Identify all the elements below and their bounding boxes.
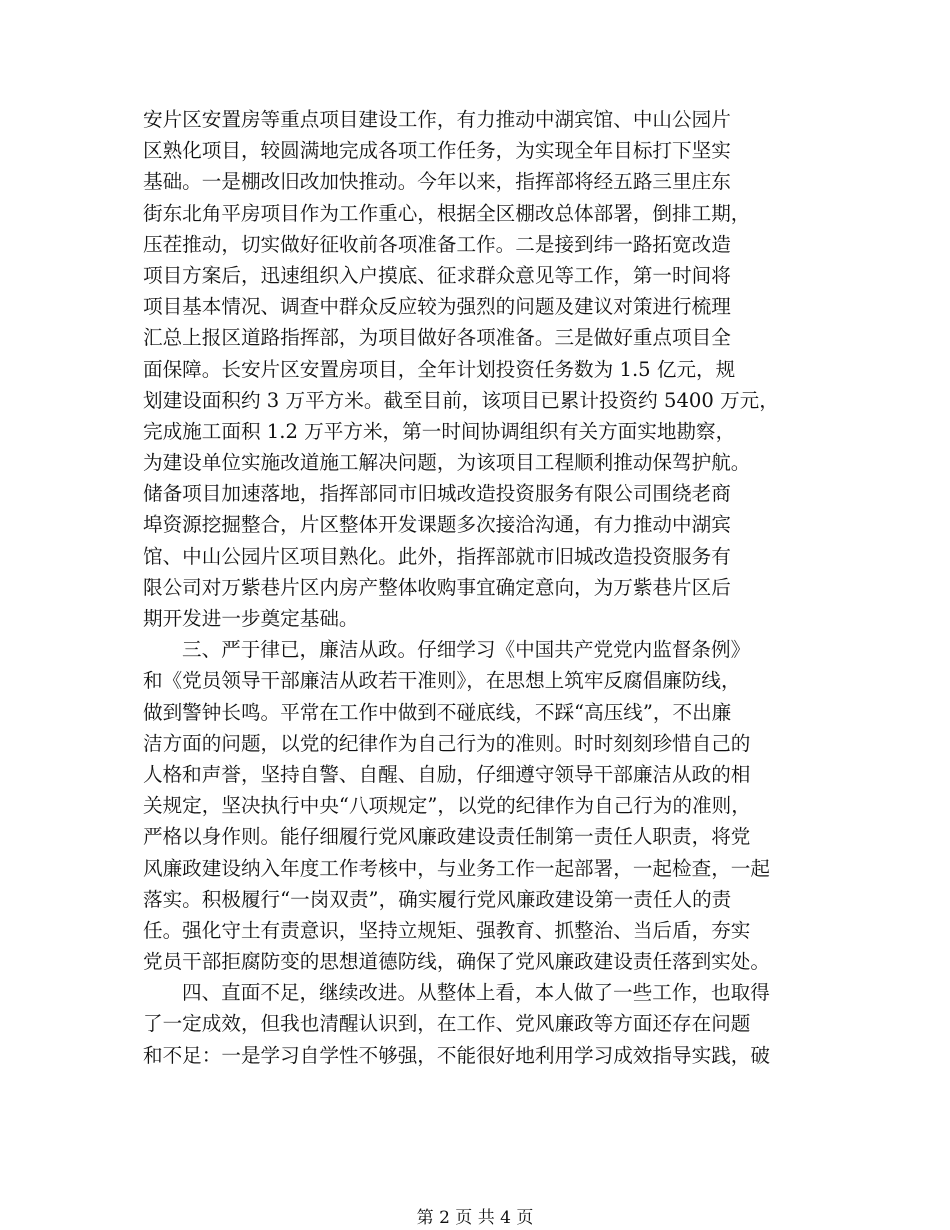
body-line: 和《党员领导干部廉洁从政若干准则》，在思想上筑牢反腐倡廉防线， [143,669,741,693]
body-line: 党员干部拒腐防变的思想道德防线，确保了党风廉政建设责任落到实处。 [143,950,770,974]
page-number-footer: 第 2 页 共 4 页 [416,1208,534,1228]
document-body [143,104,813,1071]
body-line: 严格以身作则。能仔细履行党风廉政建设责任制第一责任人职责，将党 [143,825,751,849]
body-line: 街东北角平房项目作为工作重心，根据全区棚改总体部署，倒排工期， [143,201,751,225]
body-line: 和不足：一是学习自学性不够强，不能很好地利用学习成效指导实践，破 [143,1043,770,1067]
body-line: 了一定成效，但我也清醒认识到，在工作、党风廉政等方面还存在问题 [143,1012,751,1036]
body-line: 期开发进一步奠定基础。 [143,607,359,630]
body-line: 关规定，坚决执行中央“八项规定”，以党的纪律作为自己行为的准则， [143,794,751,818]
body-line: 做到警钟长鸣。平常在工作中做到不碰底线，不踩“高压线”，不出廉 [143,700,732,724]
body-line: 压茬推动，切实做好征收前各项准备工作。二是接到纬一路拓宽改造 [143,232,731,256]
body-line: 为建设单位实施改道施工解决问题，为该项目工程顺利推动保驾护航。 [143,451,751,475]
body-line: 区熟化项目，较圆满地完成各项工作任务，为实现全年目标打下坚实 [143,139,731,163]
body-line: 面保障。长安片区安置房项目，全年计划投资任务数为 1.5 亿元，规 [143,357,736,381]
body-line: 项目方案后，迅速组织入户摸底、征求群众意见等工作，第一时间将 [143,263,731,287]
body-line: 埠资源挖掘整合，片区整体开发课题多次接洽沟通，有力推动中湖宾 [143,513,731,537]
body-line: 安片区安置房等重点项目建设工作，有力推动中湖宾馆、中山公园片 [143,108,731,131]
body-line: 限公司对万紫巷片区内房产整体收购事宜确定意向，为万紫巷片区后 [143,575,731,599]
body-line: 项目基本情况、调查中群众反应较为强烈的问题及建议对策进行梳理 [143,295,731,319]
body-line: 汇总上报区道路指挥部，为项目做好各项准备。三是做好重点项目全 [143,326,731,350]
section-four-heading-line: 四、直面不足，继续改进。从整体上看，本人做了一些工作，也取得 [182,981,770,1005]
body-line: 人格和声誉，坚持自警、自醒、自励，仔细遵守领导干部廉洁从政的相 [143,762,751,786]
body-line: 完成施工面积 1.2 万平方米，第一时间协调组织有关方面实地勘察， [143,419,736,443]
body-line: 馆、中山公园片区项目熟化。此外，指挥部就市旧城改造投资服务有 [143,544,731,568]
body-line: 任。强化守土有责意识，坚持立规矩、强教育、抓整治、当后盾，夯实 [143,918,751,942]
body-line: 落实。积极履行“一岗双责”，确实履行党风廉政建设第一责任人的责 [143,887,732,911]
body-line: 划建设面积约 3 万平方米。截至目前，该项目已累计投资约 5400 万元， [143,388,779,412]
body-line: 基础。一是棚改旧改加快推动。今年以来，指挥部将经五路三里庄东 [143,170,731,194]
section-three-heading-line: 三、严于律已，廉洁从政。仔细学习《中国共产党党内监督条例》 [182,638,751,662]
body-line: 储备项目加速落地，指挥部同市旧城改造投资服务有限公司围绕老商 [143,482,731,506]
body-line: 洁方面的问题，以党的纪律作为自己行为的准则。时时刻刻珍惜自己的 [143,731,751,755]
body-line: 风廉政建设纳入年度工作考核中，与业务工作一起部署，一起检查，一起 [143,856,770,880]
